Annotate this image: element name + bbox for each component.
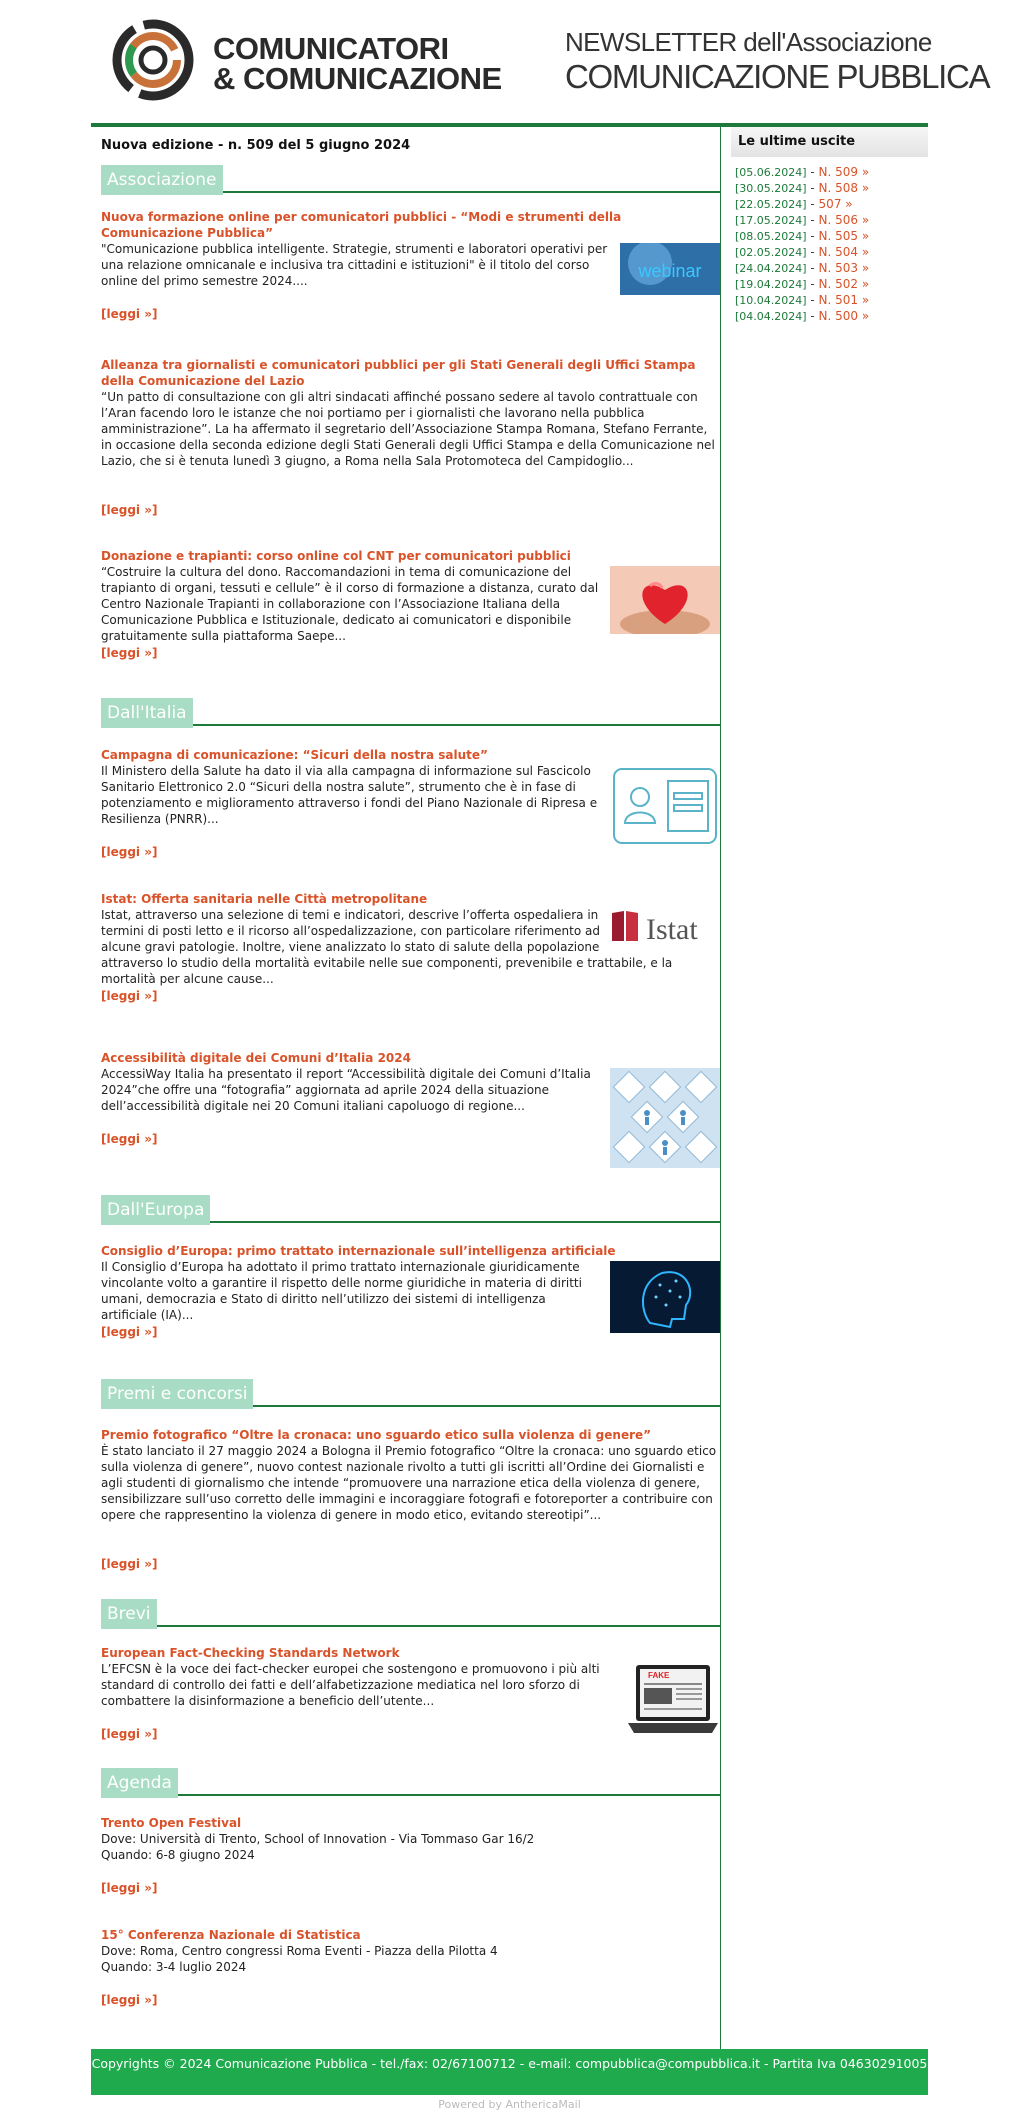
issue-separator: - [806,293,819,307]
logo-line-2: & COMUNICAZIONE [213,61,502,96]
event-when: Quando: 3-4 luglio 2024 [101,1960,247,1974]
issue-link[interactable]: 507 » [818,197,853,211]
article [101,1243,720,1339]
issue-separator: - [806,261,819,275]
issue-item [735,195,869,211]
issue-separator: - [806,229,819,243]
article-title[interactable]: Consiglio d’Europa: primo trattato internazionale sull’intelligenza artificiale [101,1244,616,1258]
issue-date: [22.05.2024] [735,198,807,211]
article [101,1050,720,1168]
article [101,1427,720,1571]
ai-head-thumbnail [610,1261,720,1333]
issue-item [735,243,869,259]
read-more-link[interactable]: [leggi »] [101,1132,158,1146]
read-more-link[interactable]: [leggi »] [101,307,158,321]
issue-item [735,163,869,179]
issue-item [735,211,869,227]
article-title[interactable]: Alleanza tra giornalisti e comunicatori pubblici per gli Stati Generali degli Uffici Stampa della Comunicazione del Lazio [101,358,696,388]
svg-text:webinar: webinar [638,261,702,281]
issue-separator: - [806,213,819,227]
issue-item [735,179,869,195]
section-title: Dall'Italia [101,698,193,728]
read-more-link[interactable]: [leggi »] [101,503,158,517]
issue-date: [30.05.2024] [735,182,807,195]
issue-link[interactable]: N. 500 » [818,309,870,323]
issue-link[interactable]: N. 504 » [818,245,870,259]
logo-line-1: COMUNICATORI [213,31,449,66]
section-title: Dall'Europa [101,1195,210,1225]
section-europa [101,1195,720,1225]
issue-date: [04.04.2024] [735,310,807,323]
article-body: L’EFCSN è la voce dei fact-checker europei che sostengono e promuovono i più alti standard di controllo dei fatti e dell’alfabetizzazione mediatica nel loro sforzo di combattere la disinformazione a beneficio dell’utente... [101,1662,600,1708]
logo-icon [111,18,195,102]
event [101,1815,720,1895]
section-title: Associazione [101,165,223,195]
article [101,747,720,859]
issue-separator: - [806,245,819,259]
section-italia [101,698,720,728]
event-where: Dove: Università di Trento, School of Innovation - Via Tommaso Gar 16/2 [101,1832,535,1846]
article-body: Il Ministero della Salute ha dato il via alla campagna di informazione sul Fascicolo Sanitario Elettronico 2.0 “Sicuri della nostra salute”, strumento che è in fase di potenziamento e miglioramento attraverso i fondi del Piano Nazionale di Ripresa e Resilienza (PNRR)... [101,764,598,826]
edition-title: Nuova edizione - n. 509 del 5 giugno 2024 [101,138,411,153]
main-column [91,127,721,2049]
article-body: "Comunicazione pubblica intelligente. Strategie, strumenti e laboratori operativi per una relazione omnicanale e inclusiva tra cittadini e istituzioni" è il titolo del corso online del primo semestre 2024.... [101,242,608,288]
webinar-thumbnail [620,243,720,295]
article-body: Il Consiglio d’Europa ha adottato il primo trattato internazionale giuridicamente vincolante volto a garantire il rispetto delle norme giuridiche in materia di diritti umani, democrazia e Stato di diritto nell’utilizzo dei sistemi di intelligenza artificiale (IA)... [101,1260,582,1322]
issue-link[interactable]: N. 502 » [818,277,870,291]
newsletter-heading-1: NEWSLETTER dell'Associazione [565,27,932,57]
article-title[interactable]: Accessibilità digitale dei Comuni d’Italia 2024 [101,1051,411,1065]
read-more-link[interactable]: [leggi »] [101,1727,158,1741]
svg-text:Istat: Istat [646,913,698,943]
issue-separator: - [806,277,819,291]
article-title[interactable]: European Fact-Checking Standards Network [101,1646,400,1660]
issue-date: [19.04.2024] [735,278,807,291]
issue-date: [17.05.2024] [735,214,807,227]
heart-thumbnail [610,566,720,634]
issue-separator: - [806,181,819,195]
read-more-link[interactable]: [leggi »] [101,1993,158,2007]
article-title[interactable]: Nuova formazione online per comunicatori pubblici - “Modi e strumenti della Comunicazione Pubblica” [101,210,622,240]
newsletter-heading-2: COMUNICAZIONE PUBBLICA [565,58,990,95]
article-title[interactable]: Premio fotografico “Oltre la cronaca: uno sguardo etico sulla violenza di genere” [101,1428,652,1442]
article [101,548,720,660]
section-associazione [101,165,720,195]
issue-date: [08.05.2024] [735,230,807,243]
section-brevi [101,1599,720,1629]
istat-logo [610,909,720,943]
article-body: “Un patto di consultazione con gli altri sindacati affinché possano sedere al tavolo contrattuale con l’Aran facendo loro le istanze che noi portiamo per i giornalisti che lavorano nella pubblica amministrazione”. La ha affermato il segretario dell’Associazione Stampa Romana, Stefano Ferrante, in occasione della seconda edizione degli Stati Generali degli Uffici Stampa e della Comunicazione nel Lazio, che si è tenuta lunedì 3 giugno, a Roma nella Sala Protomoteca del Campidoglio... [101,390,715,468]
issue-date: [10.04.2024] [735,294,807,307]
header [91,0,990,124]
article [101,209,720,321]
event [101,1927,720,2007]
event-title[interactable]: 15° Conferenza Nazionale di Statistica [101,1928,361,1942]
sidebar-title: Le ultime uscite [731,127,928,157]
newsletter [91,0,990,2111]
article-title[interactable]: Donazione e trapianti: corso online col CNT per comunicatori pubblici [101,549,571,563]
article [101,891,720,1003]
read-more-link[interactable]: [leggi »] [101,646,158,660]
issue-link[interactable]: N. 509 » [818,165,870,179]
issue-separator: - [806,197,819,211]
logo-title [213,31,502,96]
event-title[interactable]: Trento Open Festival [101,1816,242,1830]
issue-separator: - [806,309,819,323]
article-body: AccessiWay Italia ha presentato il report “Accessibilità digitale dei Comuni d’Italia 2024”che offre una “fotografia” aggiornata ad aprile 2024 della situazione dell’accessibilità digitale nei 20 Comuni italiani capoluogo di regione... [101,1067,591,1113]
issue-link[interactable]: N. 501 » [818,293,870,307]
read-more-link[interactable]: [leggi »] [101,1881,158,1895]
powered-by[interactable]: Powered by AnthericaMail [438,2098,581,2111]
issue-separator: - [806,165,819,179]
issue-date: [02.05.2024] [735,246,807,259]
issue-link[interactable]: N. 503 » [818,261,870,275]
section-title: Premi e concorsi [101,1379,253,1409]
issue-date: [24.04.2024] [735,262,807,275]
read-more-link[interactable]: [leggi »] [101,1557,158,1571]
article-body: “Costruire la cultura del dono. Raccomandazioni in tema di comunicazione del trapianto di organi, tessuti e cellule” è il corso di formazione a distanza, curato dal Centro Nazionale Trapianti in collaborazione con l’Associazione Italiana della Comunicazione Pubblica e Istituzionale, dedicato ai comunicatori e disponibile gratuitamente sulla piattaforma Saepe... [101,565,599,643]
article-title[interactable]: Istat: Offerta sanitaria nelle Città metropolitane [101,892,428,906]
section-title: Brevi [101,1599,157,1629]
laptop-fake-news-thumbnail [626,1663,720,1739]
issue-link[interactable]: N. 508 » [818,181,870,195]
section-agenda [101,1768,720,1798]
article-title[interactable]: Campagna di comunicazione: “Sicuri della nostra salute” [101,748,488,762]
issue-item [735,259,869,275]
article-body: È stato lanciato il 27 maggio 2024 a Bologna il Premio fotografico “Oltre la cronaca: uno sguardo etico sulla violenza di genere”, nuovo contest nazionale rivolto a tutti gli iscritti all’Ordine dei Giornalisti e agli studenti di giornalismo che intende “promuovere una narrazione etica della violenza di genere, sensibilizzare sull’uso corretto delle immagini e incoraggiare fotografi e fotoreporter a contribuire con opere che rappresentino la violenza di genere in modo etico, evitando stereotipi”... [101,1444,717,1522]
read-more-link[interactable]: [leggi »] [101,989,158,1003]
footer: Copyrights © 2024 Comunicazione Pubblica - tel./fax: 02/67100712 - e-mail: compubblica@compubblica.it - Partita Iva 04630291005 [91,2049,928,2095]
id-card-icon [610,765,720,847]
event-where: Dove: Roma, Centro congressi Roma Eventi - Piazza della Pilotta 4 [101,1944,498,1958]
issue-item [735,227,869,243]
read-more-link[interactable]: [leggi »] [101,1325,158,1339]
article [101,357,720,517]
issue-link[interactable]: N. 506 » [818,213,870,227]
accessibility-thumbnail [610,1068,720,1168]
article-body: Istat, attraverso una selezione di temi e indicatori, descrive l’offerta ospedaliera in termini di posti letto e il ricorso all’ospedalizzazione, con particolare riferimento ad alcune gravi patologie. Inoltre, viene analizzato lo stato di salute della popolazione attraverso lo studio della mortalità evitabile nelle sue componenti, prevenibile e trattabile, e la mortalità per alcune cause... [101,908,673,986]
event-when: Quando: 6-8 giugno 2024 [101,1848,255,1862]
read-more-link[interactable]: [leggi »] [101,845,158,859]
issue-link[interactable]: N. 505 » [818,229,870,243]
section-premi [101,1379,720,1409]
issue-item [735,307,869,323]
issue-date: [05.06.2024] [735,166,807,179]
issue-list [735,163,869,323]
section-title: Agenda [101,1768,178,1798]
issue-item [735,275,869,291]
svg-text:FAKE: FAKE [648,1671,670,1680]
article [101,1645,720,1739]
issue-item [735,291,869,307]
